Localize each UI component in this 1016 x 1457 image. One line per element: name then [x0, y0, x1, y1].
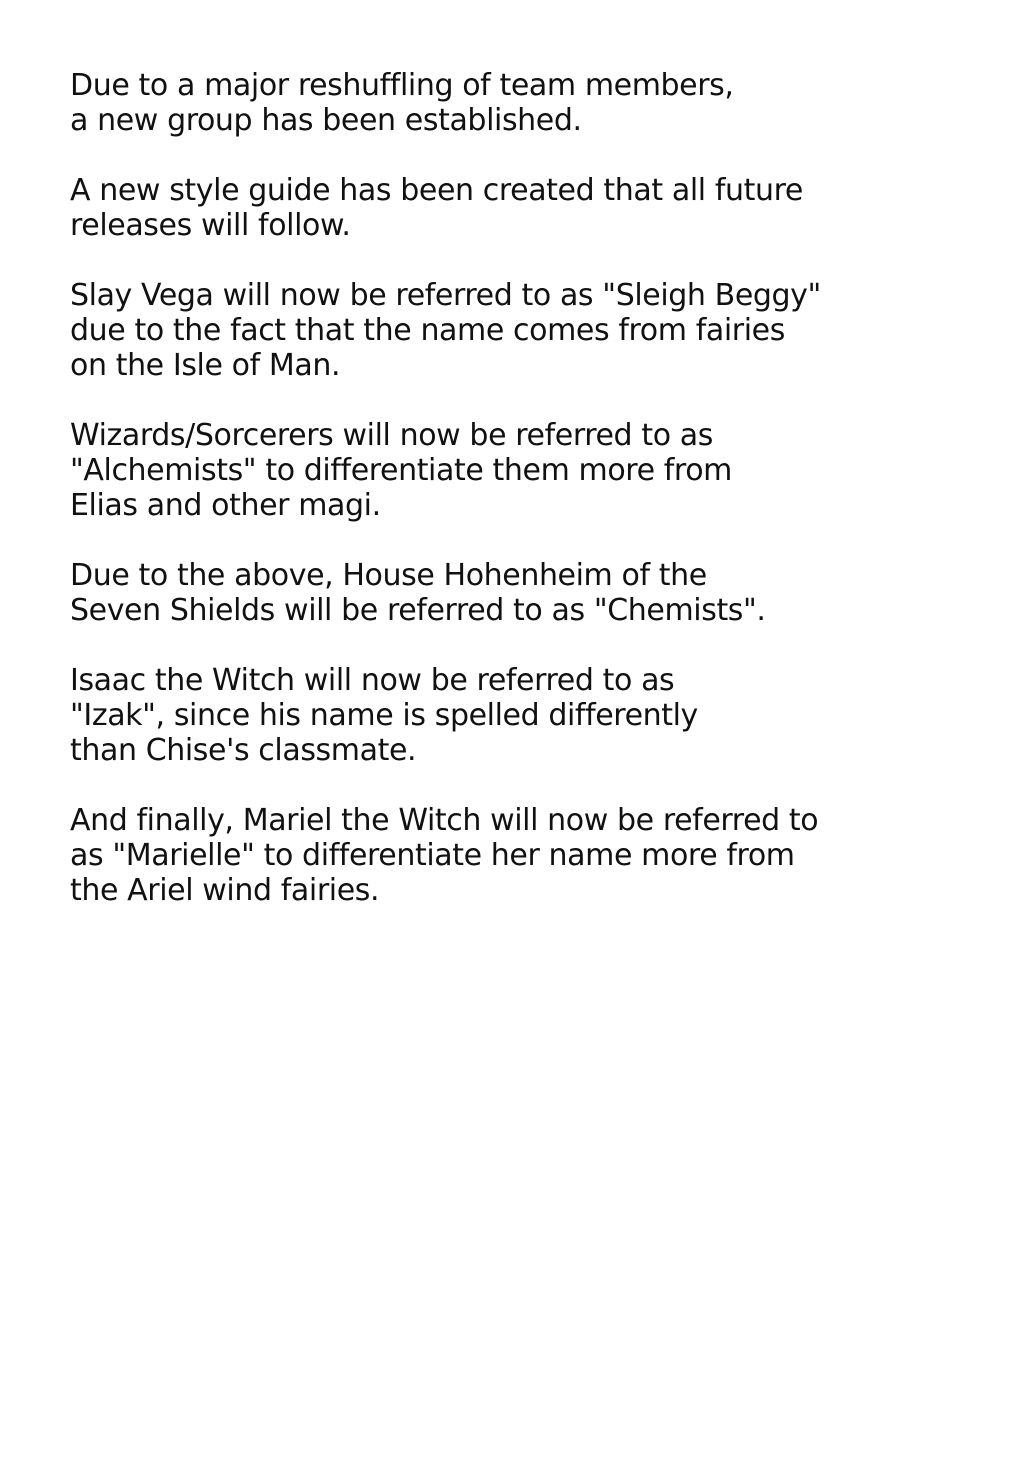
note-alchemists — [70, 418, 950, 523]
notes-body — [70, 68, 950, 943]
note-line: on the Isle of Man. — [70, 348, 341, 383]
note-chemists — [70, 558, 950, 628]
note-sleigh-beggy — [70, 278, 950, 383]
note-team-reshuffle — [70, 68, 950, 138]
note-line: "Izak", since his name is spelled differently — [70, 698, 698, 733]
note-line: as "Marielle" to differentiate her name more from — [70, 838, 795, 873]
note-line: Seven Shields will be referred to as "Chemists". — [70, 593, 766, 628]
note-style-guide — [70, 173, 950, 243]
note-line: due to the fact that the name comes from fairies — [70, 313, 785, 348]
note-line: A new style guide has been created that all future — [70, 173, 803, 208]
note-line: than Chise's classmate. — [70, 733, 417, 768]
note-marielle — [70, 803, 950, 908]
note-line: Due to a major reshuffling of team members, — [70, 68, 734, 103]
note-line: Isaac the Witch will now be referred to as — [70, 663, 675, 698]
note-line: Due to the above, House Hohenheim of the — [70, 558, 707, 593]
note-line: "Alchemists" to differentiate them more from — [70, 453, 732, 488]
note-line: Wizards/Sorcerers will now be referred to as — [70, 418, 714, 453]
note-line: Slay Vega will now be referred to as "Sleigh Beggy" — [70, 278, 821, 313]
note-line: a new group has been established. — [70, 103, 582, 138]
note-line: the Ariel wind fairies. — [70, 873, 380, 908]
note-line: And finally, Mariel the Witch will now be referred to — [70, 803, 819, 838]
note-line: releases will follow. — [70, 208, 351, 243]
note-izak — [70, 663, 950, 768]
note-line: Elias and other magi. — [70, 488, 381, 523]
